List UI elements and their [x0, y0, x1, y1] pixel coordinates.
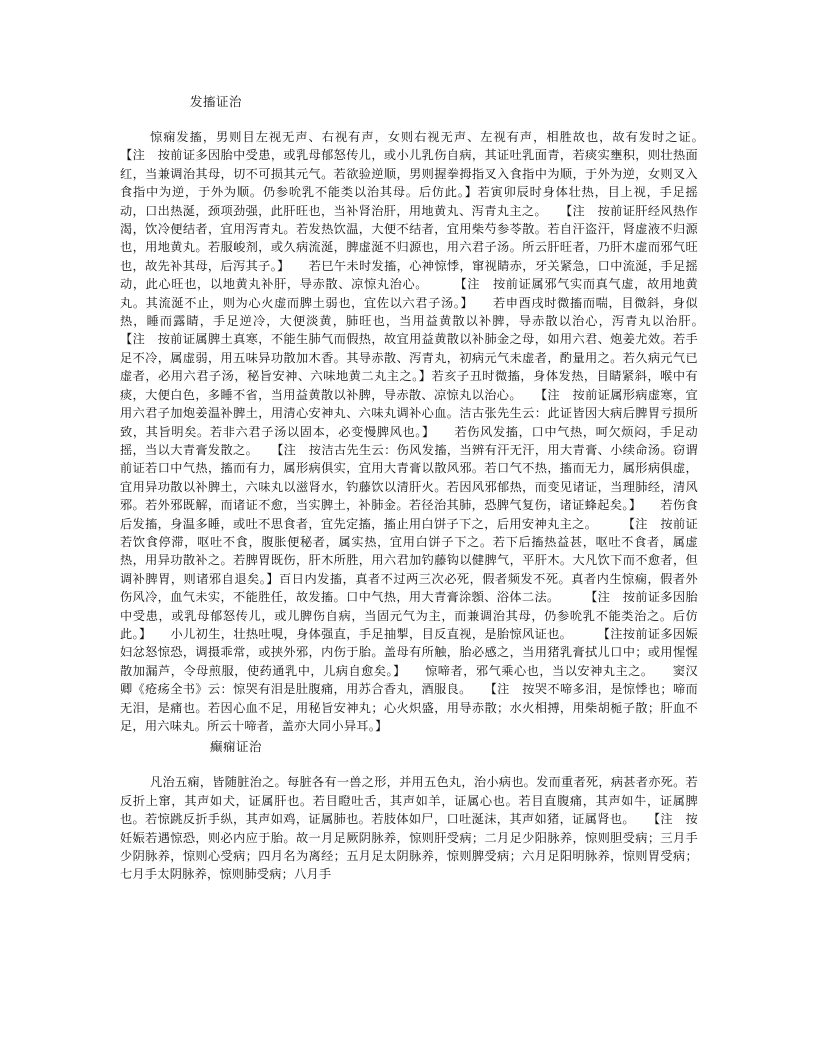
section-heading-dianxian: 癫痫证治	[210, 739, 263, 755]
section-body-fachu: 惊痫发搐，男则目左视无声、右视有声，女则右视无声、左视有声，相胜故也，故有发时之证。 【注 按前证多因胎中受患，或乳母郁怒传儿，或小儿乳伤自病，其证吐乳面青，若痰实壅积，则壮热面红，当兼调治其母，切不可损其元气。若欲验逆顺，男则握拳拇指叉入食指中为顺，于外为逆，女则叉入食指中为逆，于外为顺。仍参吮乳不能类以治其母。后仿此。】若寅卯辰时身体壮热，目上视，手足摇动，口出热涎，颈项劲强，此肝旺也，当补肾治肝，用地黄丸、泻青丸主之。 【注 按前证肝经风热作渴，饮冷便结者，宜用泻青丸。若发热饮温，大便不结者，宜用柴芍参苓散。若自汗盗汗，肾虚液不归源也，用地黄丸。若服峻剂，或久病流涎，脾虚涎不归源也，用六君子汤。所云肝旺者，乃肝木虚而邪气旺也，故先补其母，后泻其子。】 若巳午未时发搐，心神惊悸，窜视睛赤，牙关紧急，口中流涎，手足摇动，此心旺也，以地黄丸补肝，导赤散、凉惊丸治心。 【注 按前证属邪气实而真气虚，故用地黄丸。其流涎不止，则为心火虚而脾土弱也，宜佐以六君子汤。】 若申酉戌时微搐而喘，目微斜，身似热，睡而露睛，手足逆冷，大便淡黄，肺旺也，当用益黄散以补脾，导赤散以治心，泻青丸以治肝。 【注 按前证属脾土真寒，不能生肺气而假热，故宜用益黄散以补肺金之母，如用六君、炮姜尤效。若手足不冷，属虚弱，用五味异功散加木香。其导赤散、泻青丸，初病元气未虚者，酌量用之。若久病元气已虚者，必用六君子汤，秘旨安神、六味地黄二丸主之。】若亥子丑时微搐，身体发热，目睛紧斜，喉中有痰，大便白色，多睡不省，当用益黄散以补脾，导赤散、凉惊丸以治心。 【注 按前证属形病虚寒，宜用六君子加炮姜温补脾土，用清心安神丸、六味丸调补心血。洁古张先生云：此证皆因大病后脾胃亏损所致，其旨明矣。若非六君子汤以固本，必变慢脾风也。】 若伤风发搐，口中气热，呵欠烦闷，手足动摇，当以大青膏发散之。 【注 按洁古先生云：伤风发搐，当辨有汗无汗，用大青膏、小续命汤。窃谓前证若口中气热，搐而有力，属形病俱实，宜用大青膏以散风邪。若口气不热，搐而无力，属形病俱虚，宜用异功散以补脾土，六味丸以滋肾水，钓藤饮以清肝火。若因风邪郁热，而变见诸证，当理肺经，清风邪。若外邪既解，而诸证不愈，当实脾土，补肺金。若径治其肺，恐脾气复伤，诸证蜂起矣。】 若伤食后发搐，身温多睡，或吐不思食者，宜先定搐，搐止用白饼子下之，后用安神丸主之。 【注 按前证若饮食停滞，呕吐不食，腹胀便秘者，属实热，宜用白饼子下之。若下后搐热益甚，呕吐不食者，属虚热，用异功散补之。若脾胃既伤，肝木所胜，用六君加钓藤钩以健脾气，平肝木。大凡饮下而不愈者，但调补脾胃，则诸邪自退矣。】百日内发搐，真者不过两三次必死，假者频发不死。真者内生惊痫，假者外伤风冷，血气未实，不能胜任，故发搐。口中气热，用大青膏涂顖、浴体二法。 【注 按前证多因胎中受患，或乳母郁怒传儿，或儿脾伤自病，当固元气为主，而兼调治其母，仍参吮乳不能类治之。后仿此。】 小儿初生，壮热吐哯，身体强直，手足抽掣，目反直视，是胎惊风证也。 【注按前证多因娠妇忿怒惊恐，调摄乖常，或挟外邪，内伤于胎。盖母有所触，胎必感之，当用猪乳膏拭儿口中；或用惺惺散加漏芦，令母煎服，使药通乳中，儿病自愈矣。】 惊啼者，邪气乘心也，当以安神丸主之。 窦汉卿《疮疡全书》云：惊哭有泪是肚腹痛，用苏合香丸，酒服良。 【注 按哭不啼多泪，是惊悸也；啼而无泪，是痛也。若因心血不足，用秘旨安神丸；心火炽盛，用导赤散；水火相搏，用柴胡栀子散；肝血不足，用六味丸。所云十啼者，盖亦大同小异耳。】	[120, 130, 736, 733]
section-body-dianxian: 凡治五痫，皆随脏治之。每脏各有一兽之形，并用五色丸，治小病也。发而重者死，病甚者亦死。若反折上窜，其声如犬，证属肝也。若目瞪吐舌，其声如羊，证属心也。若目直腹痛，其声如牛，证属脾也。若惊跳反折手纵，其声如鸡，证属肺也。若肢体如尸，口吐涎沫，其声如猪，证属肾也。 【注 按妊娠若遇惊恐，则必内应于胎。故一月足厥阴脉养，惊则肝受病；二月足少阳脉养，惊则胆受病；三月手少阴脉养，惊则心受病；四月名为离经；五月足太阴脉养，惊则脾受病；六月足阳明脉养，惊则胃受病；七月手太阴脉养，惊则肺受病；八月手	[120, 775, 698, 882]
section-heading-fachu: 发搐证治	[190, 94, 243, 109]
document-page	[120, 92, 736, 884]
